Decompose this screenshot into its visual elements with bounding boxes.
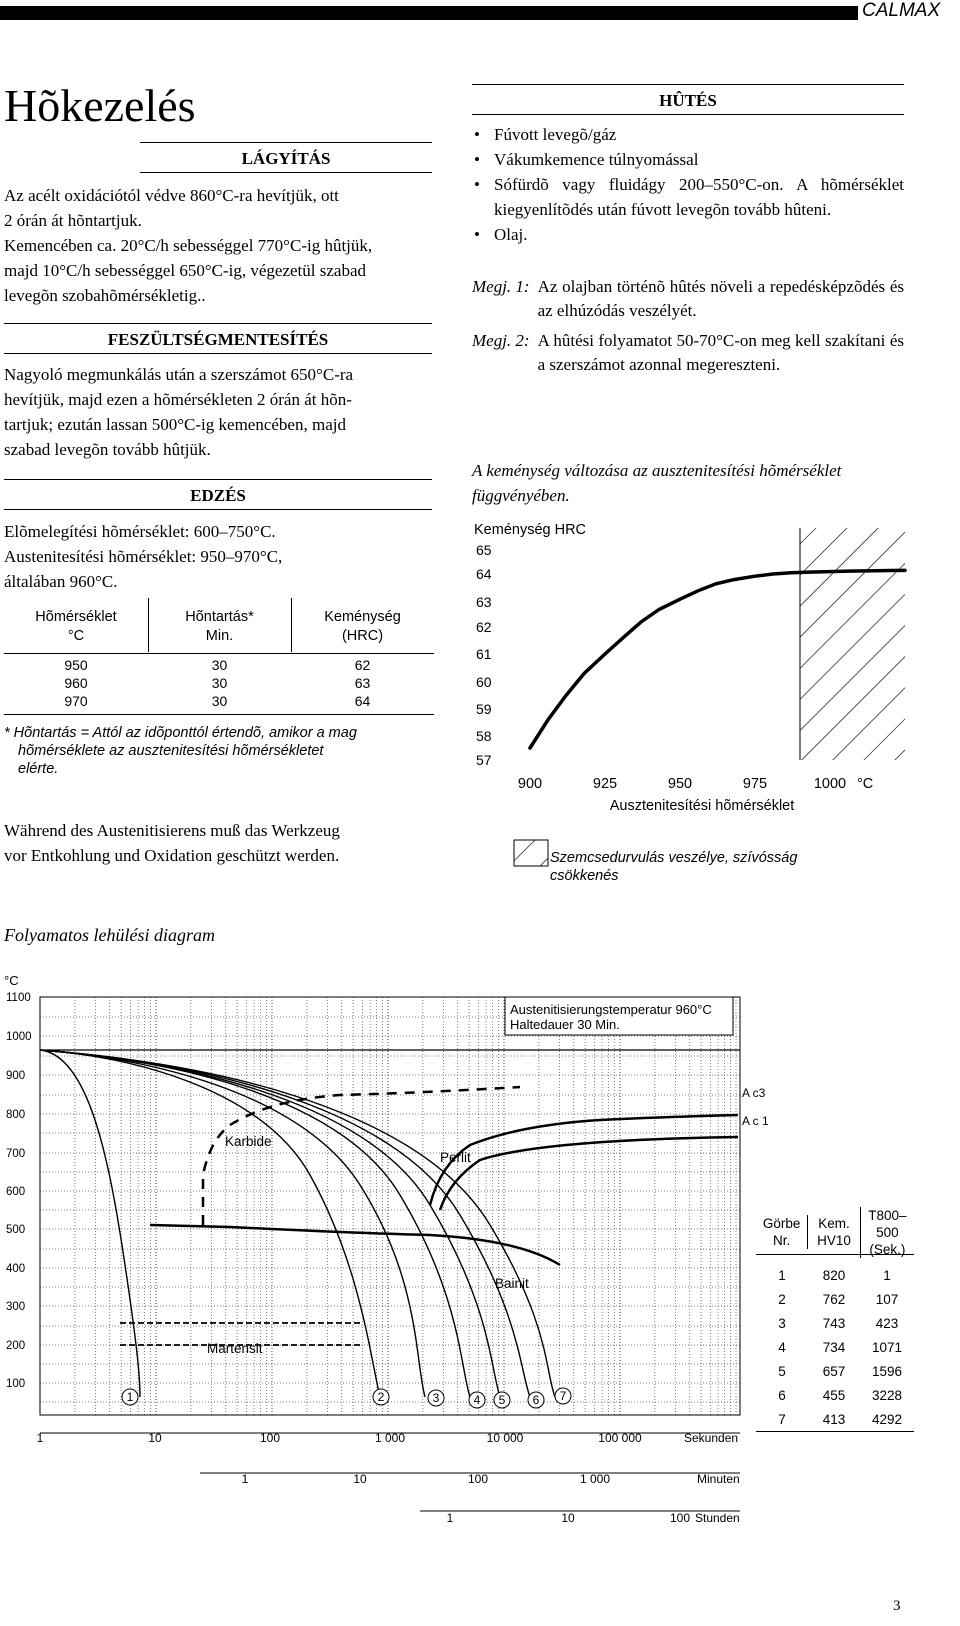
y-tick-label: 57	[476, 752, 492, 768]
chart-ylabel: Keménység HRC	[474, 522, 587, 538]
y-tick-label: 800	[6, 1109, 26, 1121]
min-tick-label: 1 000	[579, 1472, 611, 1486]
hardness-caption: A keménység változása az ausztenitesítési hõmérséklet függvényében.	[472, 461, 842, 505]
x-tick-label: 1000	[813, 776, 847, 792]
cct-yunit: °C	[4, 973, 19, 988]
table-cell: 3	[778, 1315, 786, 1331]
x-tick-label: 950	[667, 776, 693, 792]
curve-label: 7	[559, 1389, 567, 1403]
y-tick-label: 200	[6, 1340, 26, 1352]
info-line: Haltedauer 30 Min.	[510, 1017, 620, 1032]
table-cell: 3228	[871, 1387, 903, 1403]
table-cell: 734	[822, 1339, 846, 1355]
cct-axes	[37, 1431, 740, 1525]
y-ticks	[476, 542, 492, 768]
y-tick-label: 62	[476, 619, 492, 635]
hardness-chart	[460, 510, 940, 890]
table-header-row: Görbe Nr. Kem. HV10 T800–500 (Sek.)	[756, 1210, 914, 1255]
curve-label: 6	[532, 1393, 540, 1407]
legend-swatch	[514, 840, 548, 866]
table-cell: 107	[875, 1291, 899, 1307]
table-cell: 1596	[871, 1363, 903, 1379]
y-tick-label: 600	[6, 1186, 26, 1198]
page-number: 3	[893, 1598, 901, 1614]
soft-heading: LÁGYÍTÁS	[140, 142, 432, 173]
x-tick-label: 900	[517, 776, 543, 792]
list-item: • Olaj.	[472, 222, 904, 247]
table-cell: 6	[778, 1387, 786, 1403]
karbide-label: Karbide	[225, 1134, 272, 1149]
table-header: Hõmérséklet °C	[35, 609, 117, 644]
table-cell: 7	[778, 1411, 786, 1427]
hatched-region	[800, 528, 905, 760]
hour-tick-label: 10	[561, 1511, 575, 1525]
y-tick-label: 65	[476, 542, 492, 558]
y-tick-label: 61	[476, 646, 492, 662]
min-tick-label: 1	[241, 1472, 249, 1486]
table-cell: 5	[778, 1363, 786, 1379]
cct-table	[756, 1207, 914, 1432]
curve-label: 3	[432, 1391, 440, 1405]
y-tick-label: 700	[6, 1148, 26, 1160]
y-tick-label: 58	[476, 728, 492, 744]
table-cell: 455	[822, 1387, 846, 1403]
table-row: 960 30 63	[64, 675, 371, 691]
y-tick-label: 64	[476, 566, 492, 582]
y-tick-label: 60	[476, 674, 492, 690]
sec-tick-label: 1 000	[374, 1431, 406, 1445]
x-tick-label: 925	[592, 776, 618, 792]
ac3-label: A c3	[742, 1086, 766, 1100]
perlit-label: Perlit	[440, 1150, 471, 1165]
sec-tick-label: 10	[148, 1431, 162, 1445]
table-header: Keménység (HRC)	[324, 609, 401, 644]
bainit-label: Bainit	[495, 1276, 529, 1291]
list-item: • Vákumkemence túlnyomással	[472, 147, 904, 172]
note-2: Megj. 2: A hûtési folyamatot 50-70°C-on meg kell szakítani és a szerszámot azonnal megereszteni.	[472, 331, 904, 374]
plot-area	[530, 528, 905, 760]
table-cell: 4292	[871, 1411, 903, 1427]
info-line: Austenitisierungstemperatur 960°C	[510, 1002, 712, 1017]
carbide-boundary	[203, 1087, 520, 1225]
curve-label: 4	[473, 1393, 481, 1407]
table-cell: 2	[778, 1291, 786, 1307]
y-tick-label: 59	[476, 701, 492, 717]
table-cell: 762	[822, 1291, 846, 1307]
cct-grid	[6, 992, 740, 1415]
table-divider	[4, 653, 434, 654]
y-tick-label: 100	[6, 1378, 26, 1390]
table-row	[756, 1335, 914, 1359]
y-tick-label: 500	[6, 1224, 26, 1236]
cooling-curve	[40, 1050, 555, 1397]
brand-name: CALMAX	[862, 0, 941, 21]
cooling-bullets	[472, 122, 904, 247]
curve-label: 1	[126, 1390, 134, 1404]
table-cell: 413	[822, 1411, 846, 1427]
table-row	[756, 1383, 914, 1407]
stress-heading: FESZÜLTSÉGMENTESÍTÉS	[4, 323, 432, 354]
x-tick-label: 975	[742, 776, 768, 792]
hardness-legend: Szemcsedurvulás veszélye, szívósság csökkenés	[550, 850, 798, 884]
table-cell: 1	[883, 1267, 891, 1283]
hour-unit: Stunden	[695, 1511, 740, 1525]
curve-label: 5	[498, 1393, 506, 1407]
stress-text: Nagyoló megmunkálás után a szerszámot 650°C-ra hevítjük, majd ezen a hõmérsékleten 2 órán át hõn- tartjuk; ezután lassan 500°C-ig kemencében, majd szabad levegõn tovább hûtjük.	[4, 365, 354, 459]
table-divider	[4, 714, 434, 715]
min-unit: Minuten	[697, 1472, 740, 1486]
table-row: 950 30 62	[64, 657, 371, 673]
cooling-notes	[472, 275, 904, 377]
cooling-heading: HÛTÉS	[472, 84, 904, 115]
x-unit: °C	[857, 776, 874, 792]
table-cell: 743	[822, 1315, 846, 1331]
harden-heading: EDZÉS	[4, 479, 432, 510]
table-row	[756, 1263, 914, 1287]
curve-label: 2	[377, 1390, 385, 1404]
sec-tick-label: 1	[36, 1431, 44, 1445]
y-tick-label: 1000	[6, 1031, 32, 1043]
footnote: * Hõntartás = Attól az idõponttól értendõ, amikor a mag hõmérséklete az ausztenitesítési hõmérsékletet elérte.	[4, 725, 357, 777]
table-row	[756, 1287, 914, 1311]
table-cell: 820	[822, 1267, 846, 1283]
table-cell: 1071	[871, 1339, 903, 1355]
ac1-label: A c 1	[742, 1114, 769, 1128]
table-cell: 4	[778, 1339, 786, 1355]
y-tick-label: 300	[6, 1301, 26, 1313]
y-tick-label: 1100	[6, 992, 31, 1004]
table-body	[4, 656, 434, 710]
min-tick-label: 100	[467, 1472, 489, 1486]
hour-tick-label: 100	[669, 1511, 691, 1525]
cct-table-body	[756, 1255, 914, 1432]
martensit-label: Martensit	[207, 1341, 263, 1356]
harden-text: Elõmelegítési hõmérséklet: 600–750°C. Austenitesítési hõmérséklet: 950–970°C, általában 960°C.	[4, 522, 283, 591]
note-1: Megj. 1: Az olajban történõ hûtés növeli a repedésképzõdés és az elhúzódás veszélyét.	[472, 277, 904, 320]
german-note: Während des Austenitisierens muß das Werkzeug vor Entkohlung und Oxidation geschützt werden.	[4, 821, 340, 865]
perlit-boundary	[440, 1137, 738, 1210]
table-row	[756, 1359, 914, 1383]
y-tick-label: 900	[6, 1070, 26, 1082]
perlit-boundary	[430, 1115, 738, 1205]
y-tick-label: 63	[476, 594, 492, 610]
sec-tick-label: 100 000	[598, 1431, 642, 1445]
x-ticks	[518, 776, 846, 792]
list-item: • Sófürdõ vagy fluidágy 200–550°C-on. A hõmérséklet kiegyenlítõdés után fúvott levegõn tovább hûteni.	[472, 172, 904, 222]
page-title: Hõkezelés	[4, 80, 196, 131]
table-row: 970 30 64	[64, 693, 371, 709]
soft-text: Az acélt oxidációtól védve 860°C-ra hevítjük, ott 2 órán át hõntartjuk. Kemencében ca. 20°C/h sebességgel 770°C-ig hûtjük, majd 10°C/h sebességgel 650°C-ig, végezetül szabad levegõn szobahõmérsékletig..	[4, 186, 373, 305]
list-item: • Fúvott levegõ/gáz	[472, 122, 904, 147]
min-tick-label: 10	[353, 1472, 367, 1486]
table-cell: 1	[778, 1267, 786, 1283]
table-row	[756, 1311, 914, 1335]
sec-tick-label: 100	[259, 1431, 281, 1445]
table-header: Hõntartás* Min.	[185, 609, 254, 644]
table-cell: 423	[875, 1315, 899, 1331]
sec-unit: Sekunden	[684, 1431, 739, 1445]
y-tick-label: 400	[6, 1263, 26, 1275]
chart-xlabel: Ausztenitesítési hõmérséklet	[609, 798, 795, 814]
hour-tick-label: 1	[446, 1511, 454, 1525]
sec-tick-label: 10 000	[486, 1431, 524, 1445]
cct-title: Folyamatos lehülési diagram	[4, 925, 215, 945]
plot-frame	[40, 997, 740, 1415]
hardening-table	[4, 598, 434, 716]
cooling-list	[472, 122, 904, 247]
table-cell: 657	[822, 1363, 846, 1379]
top-bar	[0, 6, 858, 20]
table-row	[756, 1407, 914, 1431]
